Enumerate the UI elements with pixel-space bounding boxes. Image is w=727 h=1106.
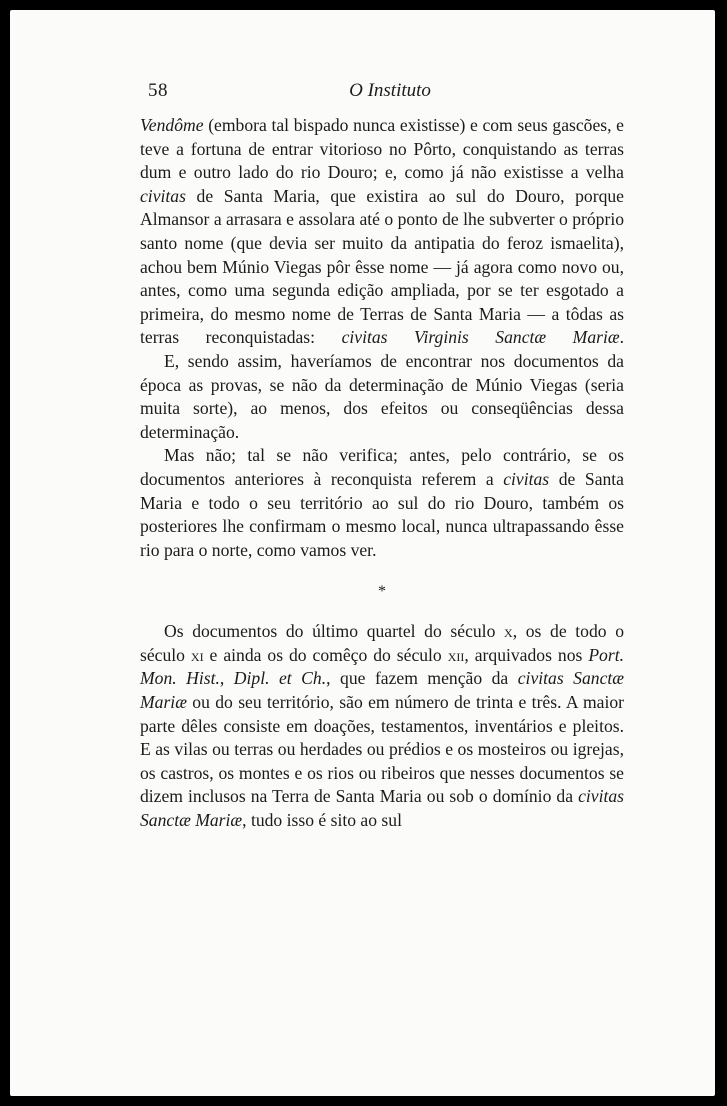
text-run: , os de todo o século bbox=[140, 621, 624, 665]
text-run: , tudo isso é sito ao sul bbox=[242, 810, 402, 831]
text-run: Mas não; tal se não verifica; antes, pelo contrário, se os documentos anteriores à reconquista referem a bbox=[140, 445, 624, 489]
text-run: Os documentos do último quartel do século bbox=[164, 621, 505, 642]
text-run: . bbox=[619, 327, 624, 348]
italic-text: civitas Sanctæ Mariæ bbox=[140, 786, 624, 831]
small-caps-text: xii bbox=[447, 644, 465, 665]
italic-text: Dipl. et Ch. bbox=[233, 668, 327, 689]
italic-text: civitas Sanctæ Mariæ bbox=[140, 668, 625, 713]
text-run: de Santa Maria e todo o seu território ao sul do rio Douro, também os posteriores lhe confirmam o mesmo local, nunca ultrapassando êsse rio para o norte, como vamos ver. bbox=[140, 468, 624, 560]
paragraph bbox=[140, 350, 624, 444]
page-number: 58 bbox=[148, 80, 168, 101]
text-run: , que fazem menção da bbox=[326, 668, 518, 689]
text-run: de Santa Maria, que existira ao sul do Douro, porque Almansor a arrasara e assolara até o ponto de lhe subverter o próprio santo nome (que devia ser muito da antipatia do feroz ismaelita), achou bem Múnio Viegas pôr êsse nome — já agora como novo ou, antes, como uma segunda edição ampliada, por se ter esgotado a primeira, do mesmo nome de Terras de Santa Maria — a tôdas as terras reconquistadas: bbox=[140, 185, 624, 348]
section-separator: * bbox=[378, 583, 386, 601]
italic-text: civitas bbox=[140, 185, 186, 206]
text-run: e ainda os do comêço do século bbox=[203, 644, 448, 665]
italic-text: Port. Mon. Hist. bbox=[140, 644, 624, 689]
page-header bbox=[148, 80, 632, 104]
text-run: E, sendo assim, haveríamos de encontrar nos documentos da época as provas, se não da determinação de Múnio Viegas (seria muita sorte), ao menos, dos efeitos ou conseqüências dessa determinação. bbox=[140, 350, 624, 442]
italic-text: Vendôme bbox=[140, 115, 204, 135]
body-text bbox=[140, 114, 624, 833]
paragraph bbox=[140, 114, 624, 350]
text-run: (embora tal bispado nunca existisse) e com seus gascões, e teve a fortuna de entrar vitorioso no Pôrto, conquistando as terras dum e outro lado do rio Douro; e, como já não existisse a velha bbox=[140, 115, 624, 183]
paragraph bbox=[140, 620, 624, 832]
small-caps-text: xi bbox=[190, 644, 204, 665]
text-run: ou do seu território, são em número de trinta e três. A maior parte dêles consiste em doações, testamentos, inventários e pleitos. E as vilas ou terras ou herdades ou prédios e os mosteiros ou igrejas, os castros, os montes e os rios ou ribeiros que nesses documentos se dizem inclusos na Terra de Santa Maria ou sob o domínio da bbox=[140, 692, 624, 807]
paragraph bbox=[140, 444, 624, 562]
running-title: O Instituto bbox=[349, 80, 431, 101]
small-caps-text: x bbox=[504, 621, 513, 642]
text-run: , arquivados nos bbox=[464, 644, 589, 665]
italic-text: civitas bbox=[503, 468, 550, 489]
text-run: , bbox=[219, 668, 234, 689]
italic-text: civitas Virginis Sanctæ Mariæ bbox=[341, 327, 620, 348]
